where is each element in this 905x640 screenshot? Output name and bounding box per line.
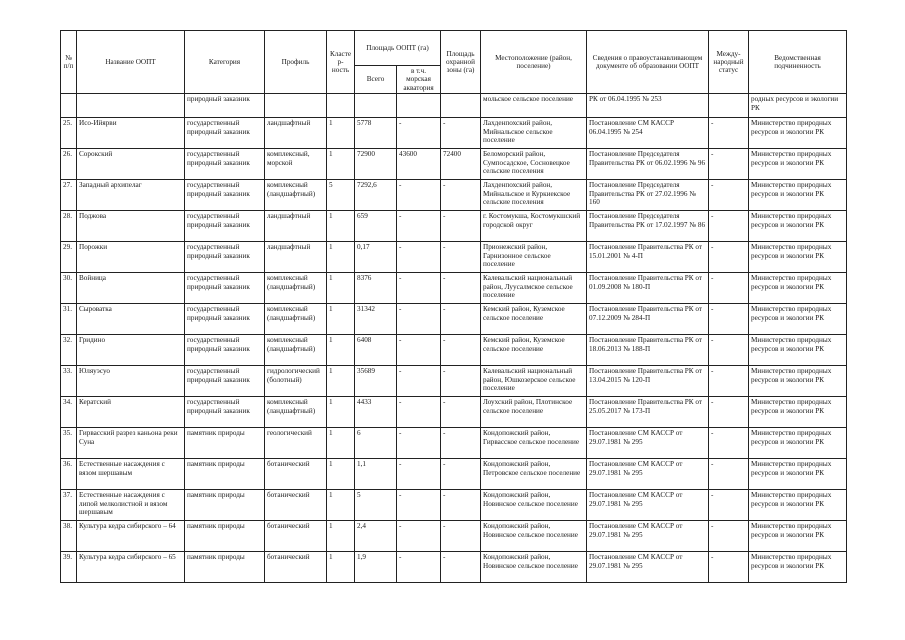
cell-cluster: 1 [327,366,355,397]
cell-category: памятник природы [185,428,265,459]
cell-cluster: 1 [327,273,355,304]
cell-buffer: - [441,211,481,242]
cell-name [77,94,185,118]
cell-area-sea: - [397,552,441,583]
cell-cluster: 5 [327,180,355,211]
table-row [61,149,847,180]
cell-legal: РК от 06.04.1995 № 253 [587,94,709,118]
cell-area-total: 5778 [355,118,397,149]
cell-authority: Министерство природных ресурсов и экологии РК [749,149,847,180]
cell-num: 34. [61,397,77,428]
cell-location: Кондопожский район, Гирвасское сельское поселение [481,428,587,459]
cell-name: Поджова [77,211,185,242]
cell-buffer: - [441,428,481,459]
cell-area-total: 659 [355,211,397,242]
cell-location: Беломорский район, Сумпосадское, Сосновецкое сельские поселения [481,149,587,180]
cell-num: 36. [61,459,77,490]
cell-location: Кондопожский район, Новинское сельское поселение [481,552,587,583]
cell-num: 27. [61,180,77,211]
cell-intl: - [709,521,749,552]
cell-buffer [441,94,481,118]
header-area-group: Площадь ООПТ (га) [355,31,441,66]
document-page [60,30,846,583]
cell-location: Прионежский район, Гарнизонное сельское поселение [481,242,587,273]
cell-location: Калевальский национальный район, Юшкозерское сельское поселение [481,366,587,397]
cell-num: 29. [61,242,77,273]
cell-legal: Постановление Правительства РК от 13.04.2015 № 120-П [587,366,709,397]
table-row [61,552,847,583]
cell-profile: комплексный (ландшафтный) [265,273,327,304]
cell-category: государственный природный заказник [185,304,265,335]
cell-name: Естественные насаждения с вязом шершавым [77,459,185,490]
cell-authority: Министерство природных ресурсов и экологии РК [749,366,847,397]
cell-profile: комплексный (ландшафтный) [265,397,327,428]
cell-buffer: - [441,366,481,397]
cell-location: мольское сельское поселение [481,94,587,118]
cell-profile: ландшафтный [265,211,327,242]
cell-area-sea: - [397,490,441,521]
header-area-sea: в т.ч. морская акватория [397,66,441,94]
cell-buffer: - [441,335,481,366]
cell-intl: - [709,428,749,459]
cell-category: государственный природный заказник [185,273,265,304]
cell-area-sea: - [397,459,441,490]
cell-cluster: 1 [327,428,355,459]
cell-intl: - [709,552,749,583]
cell-area-sea: - [397,304,441,335]
cell-area-total: 7292,6 [355,180,397,211]
cell-location: Кемский район, Куземское сельское поселение [481,335,587,366]
cell-num: 31. [61,304,77,335]
table-row [61,180,847,211]
cell-area-total: 5 [355,490,397,521]
cell-authority: Министерство природных ресурсов и экологии РК [749,490,847,521]
cell-buffer: - [441,521,481,552]
cell-category: памятник природы [185,459,265,490]
cell-intl [709,94,749,118]
cell-category: государственный природный заказник [185,242,265,273]
header-cluster: Кластер-ность [327,31,355,94]
cell-area-total: 0,17 [355,242,397,273]
cell-num: 30. [61,273,77,304]
header-intl: Между-народный статус [709,31,749,94]
cell-area-sea: - [397,211,441,242]
cell-authority: Министерство природных ресурсов и экологии РК [749,521,847,552]
cell-profile: ландшафтный [265,242,327,273]
header-name: Название ООПТ [77,31,185,94]
table-row [61,273,847,304]
cell-category: природный заказник [185,94,265,118]
cell-authority: Министерство природных ресурсов и экологии РК [749,180,847,211]
cell-category: государственный природный заказник [185,366,265,397]
cell-name: Культура кедра сибирского – 65 [77,552,185,583]
cell-name: Западный архипелаг [77,180,185,211]
header-buffer: Площадь охранной зоны (га) [441,31,481,94]
cell-profile: геологический [265,428,327,459]
cell-legal: Постановление СМ КАССР 06.04.1995 № 254 [587,118,709,149]
cell-profile: ботанический [265,490,327,521]
cell-num: 25. [61,118,77,149]
table-row [61,397,847,428]
cell-num: 26. [61,149,77,180]
cell-area-sea: - [397,335,441,366]
cell-num: 39. [61,552,77,583]
cell-profile: комплексный (ландшафтный) [265,180,327,211]
cell-cluster: 1 [327,118,355,149]
header-location: Местоположение (район, поселение) [481,31,587,94]
cell-intl: - [709,180,749,211]
cell-authority: Министерство природных ресурсов и экологии РК [749,242,847,273]
cell-intl: - [709,366,749,397]
cell-num: 35. [61,428,77,459]
cell-area-total: 6 [355,428,397,459]
cell-area-total: 72900 [355,149,397,180]
cell-intl: - [709,459,749,490]
cell-intl: - [709,273,749,304]
header-legal: Сведения о правоустанавливающем документе об образовании ООПТ [587,31,709,94]
cell-buffer: - [441,397,481,428]
header-authority: Ведомственная подчиненность [749,31,847,94]
cell-name: Культура кедра сибирского – 64 [77,521,185,552]
cell-area-total: 1,9 [355,552,397,583]
cell-cluster: 1 [327,211,355,242]
table-row [61,366,847,397]
cell-num [61,94,77,118]
cell-authority: Министерство природных ресурсов и экологии РК [749,397,847,428]
cell-area-total: 31342 [355,304,397,335]
cell-cluster: 1 [327,149,355,180]
cell-name: Порожки [77,242,185,273]
cell-authority: Министерство природных ресурсов и экологии РК [749,552,847,583]
cell-profile: комплексный, морской [265,149,327,180]
header-row [61,31,847,66]
cell-area-sea: - [397,521,441,552]
cell-buffer: - [441,180,481,211]
cell-legal: Постановление СМ КАССР от 29.07.1981 № 295 [587,428,709,459]
cell-category: государственный природный заказник [185,335,265,366]
continuation-row [61,94,847,118]
cell-intl: - [709,118,749,149]
cell-category: памятник природы [185,490,265,521]
cell-name: Сыроватка [77,304,185,335]
cell-num: 32. [61,335,77,366]
cell-area-sea: - [397,428,441,459]
cell-cluster: 1 [327,459,355,490]
cell-location: Калевальский национальный район, Луусалмское сельское поселение [481,273,587,304]
cell-buffer: - [441,118,481,149]
cell-area-total [355,94,397,118]
cell-area-sea: - [397,366,441,397]
cell-intl: - [709,304,749,335]
table-row [61,459,847,490]
cell-cluster [327,94,355,118]
cell-legal: Постановление Правительства РК от 25.05.2017 № 173-П [587,397,709,428]
cell-area-sea: - [397,242,441,273]
table-row [61,118,847,149]
cell-authority: Министерство природных ресурсов и экологии РК [749,304,847,335]
cell-cluster: 1 [327,335,355,366]
cell-intl: - [709,211,749,242]
cell-profile: ботанический [265,552,327,583]
cell-location: Лоухский район, Плотинское сельское поселение [481,397,587,428]
cell-profile: комплексный (ландшафтный) [265,335,327,366]
cell-name: Кератский [77,397,185,428]
table-row [61,304,847,335]
cell-profile: ботанический [265,521,327,552]
cell-area-total: 2,4 [355,521,397,552]
cell-buffer: - [441,304,481,335]
cell-legal: Постановление Председателя Правительства РК от 06.02.1996 № 96 [587,149,709,180]
cell-legal: Постановление СМ КАССР от 29.07.1981 № 295 [587,552,709,583]
cell-area-total: 1,1 [355,459,397,490]
cell-num: 38. [61,521,77,552]
cell-legal: Постановление Правительства РК от 18.06.2013 № 188-П [587,335,709,366]
table-row [61,428,847,459]
cell-buffer: - [441,552,481,583]
header-num: № п/п [61,31,77,94]
protected-areas-table [60,30,847,583]
cell-authority: Министерство природных ресурсов и экологии РК [749,459,847,490]
cell-category: памятник природы [185,552,265,583]
cell-legal: Постановление СМ КАССР от 29.07.1981 № 295 [587,521,709,552]
cell-location: Кондопожский район, Петровское сельское поселение [481,459,587,490]
cell-category: государственный природный заказник [185,211,265,242]
cell-area-sea: - [397,180,441,211]
cell-authority: Министерство природных ресурсов и экологии РК [749,118,847,149]
cell-area-total: 35689 [355,366,397,397]
cell-name: Гридино [77,335,185,366]
cell-buffer: - [441,490,481,521]
header-area-total: Всего [355,66,397,94]
cell-category: государственный природный заказник [185,118,265,149]
cell-profile: гидрологический (болотный) [265,366,327,397]
cell-profile: ландшафтный [265,118,327,149]
cell-cluster: 1 [327,304,355,335]
cell-intl: - [709,397,749,428]
cell-cluster: 1 [327,397,355,428]
cell-intl: - [709,242,749,273]
cell-authority: Министерство природных ресурсов и экологии РК [749,211,847,242]
cell-legal: Постановление Председателя Правительства РК от 27.02.1996 № 160 [587,180,709,211]
cell-area-sea: 43600 [397,149,441,180]
cell-legal: Постановление Правительства РК от 15.01.2001 № 4-П [587,242,709,273]
cell-location: Лахденпохский район, Мийнальское сельское поселение [481,118,587,149]
cell-intl: - [709,490,749,521]
cell-cluster: 1 [327,490,355,521]
cell-area-sea: - [397,273,441,304]
cell-num: 28. [61,211,77,242]
cell-buffer: - [441,242,481,273]
cell-legal: Постановление СМ КАССР от 29.07.1981 № 295 [587,490,709,521]
cell-buffer: 72400 [441,149,481,180]
cell-category: памятник природы [185,521,265,552]
cell-legal: Постановление СМ КАССР от 29.07.1981 № 295 [587,459,709,490]
cell-location: Кондопожский район, Новинское сельское поселение [481,521,587,552]
cell-name: Юляуэсуо [77,366,185,397]
cell-name: Естественные насаждения с липой мелколистной и вязом шершавым [77,490,185,521]
cell-buffer: - [441,459,481,490]
cell-area-total: 8376 [355,273,397,304]
cell-legal: Постановление Правительства РК от 07.12.2009 № 284-П [587,304,709,335]
cell-area-total: 6408 [355,335,397,366]
cell-location: Лахденпохский район, Мийнальское и Куркиекское сельские поселения [481,180,587,211]
cell-legal: Постановление Правительства РК от 01.09.2008 № 180-П [587,273,709,304]
cell-profile: ботанический [265,459,327,490]
cell-cluster: 1 [327,552,355,583]
cell-authority: Министерство природных ресурсов и экологии РК [749,428,847,459]
cell-area-sea: - [397,397,441,428]
cell-name: Войница [77,273,185,304]
cell-area-total: 4433 [355,397,397,428]
cell-profile [265,94,327,118]
header-profile: Профиль [265,31,327,94]
table-row [61,211,847,242]
header-category: Категория [185,31,265,94]
cell-authority: Министерство природных ресурсов и экологии РК [749,335,847,366]
cell-area-sea: - [397,118,441,149]
cell-profile: комплексный (ландшафтный) [265,304,327,335]
cell-name: Сорокский [77,149,185,180]
cell-name: Гирвасский разрез каньона реки Суна [77,428,185,459]
cell-buffer: - [441,273,481,304]
cell-intl: - [709,149,749,180]
cell-category: государственный природный заказник [185,180,265,211]
cell-legal: Постановление Председателя Правительства РК от 17.02.1997 № 86 [587,211,709,242]
cell-authority: Министерство природных ресурсов и экологии РК [749,273,847,304]
cell-category: государственный природный заказник [185,397,265,428]
cell-area-sea [397,94,441,118]
cell-num: 37. [61,490,77,521]
table-row [61,242,847,273]
cell-cluster: 1 [327,242,355,273]
cell-intl: - [709,335,749,366]
cell-name: Исо-Ийярви [77,118,185,149]
table-row [61,490,847,521]
cell-num: 33. [61,366,77,397]
cell-location: г. Костомукша, Костомукшский городской округ [481,211,587,242]
cell-cluster: 1 [327,521,355,552]
cell-authority: родных ресурсов и экологии РК [749,94,847,118]
cell-location: Кемский район, Куземское сельское поселение [481,304,587,335]
table-row [61,335,847,366]
cell-location: Кондопожский район, Новинское сельское поселение [481,490,587,521]
table-row [61,521,847,552]
cell-category: государственный природный заказник [185,149,265,180]
